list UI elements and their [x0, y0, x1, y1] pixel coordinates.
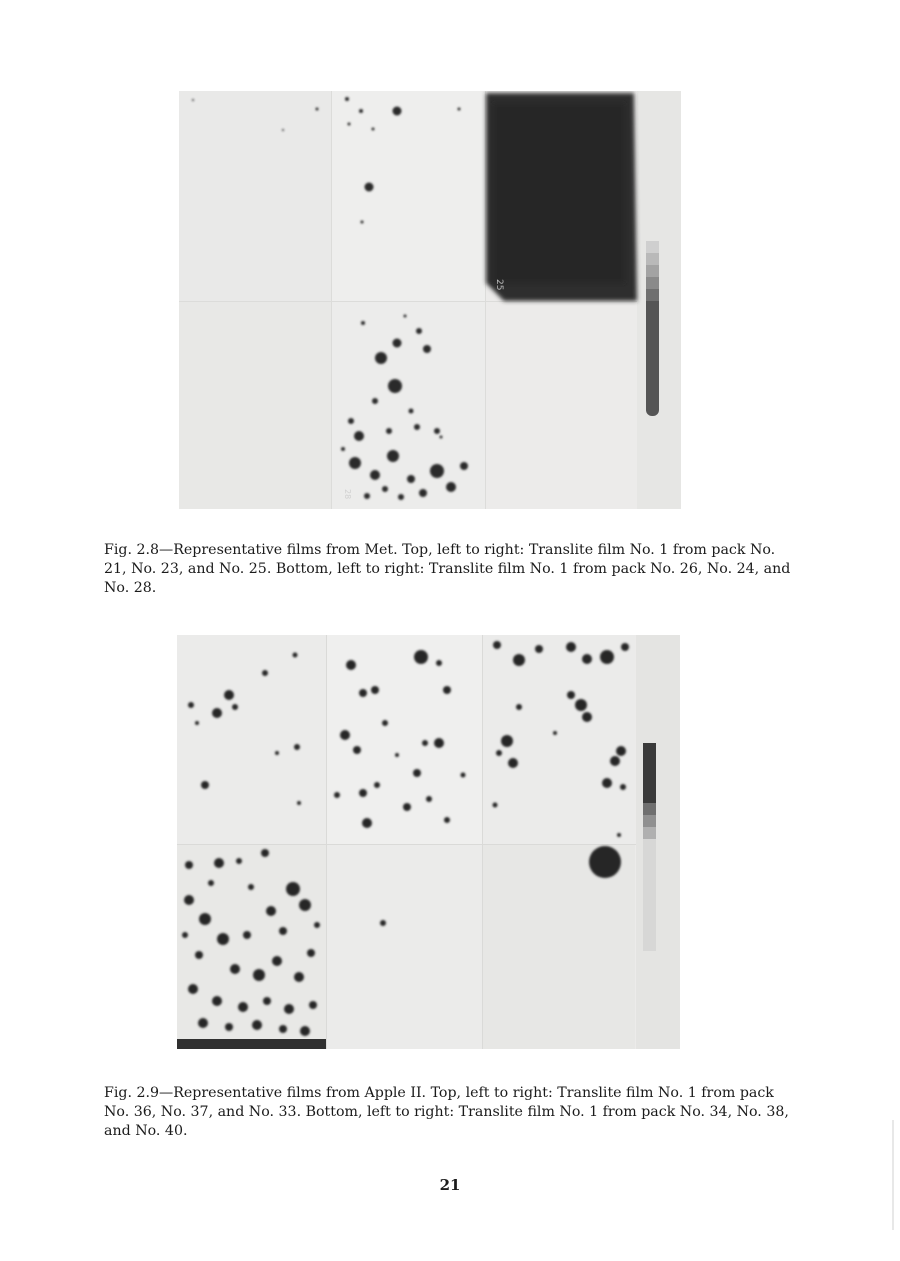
film-pack-28: [486, 302, 636, 509]
film-pack-34: [177, 845, 326, 1049]
film-mark-28: 28: [343, 489, 352, 500]
figure-2-8-image: [179, 91, 681, 509]
page-number: 21: [439, 1176, 461, 1194]
figure-2-9-caption: Fig. 2.9—Representative films from Apple II. Top, left to right: Translite film No. 1 from pack No. 36, No. 37, and No. 33. Bottom, left to right: Translite film No. 1 from pack No. 34, No. 38, and No. 40.: [104, 1085, 789, 1139]
film-mark-25: 25: [494, 279, 504, 291]
figure-2-9-image: [177, 635, 680, 1049]
scan-edge-mark: [892, 1120, 894, 1230]
film-pack-23: [332, 91, 485, 301]
figure-2-8-caption: Fig. 2.8—Representative films from Met. Top, left to right: Translite film No. 1 from pack No. 21, No. 23, and No. 25. Bottom, left to right: Translite film No. 1 from pack No. 26, No. 24, and No. 28.: [104, 542, 791, 596]
film-pack-36: [177, 635, 326, 844]
film-pack-38: [327, 845, 482, 1049]
film-pack-21: [179, 91, 331, 301]
film-pack-26: [179, 302, 331, 509]
